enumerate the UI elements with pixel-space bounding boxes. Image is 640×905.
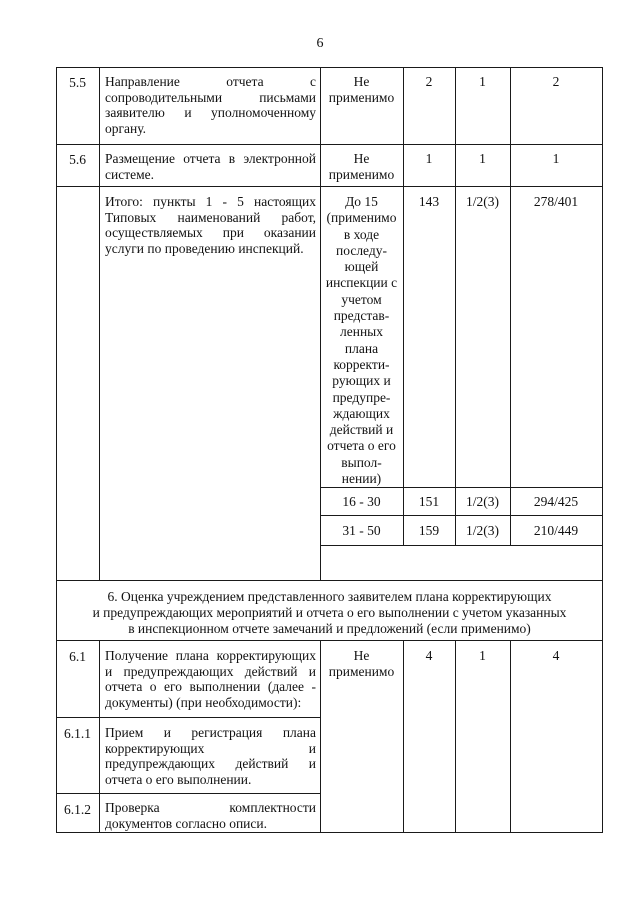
total-desc: Итого: пункты 1 - 5 настоящих Типовых наименований работ, осуществляемых при оказании услуги по проведению инспекций.	[105, 194, 316, 256]
row-applicability-5-6: Не применимо	[328, 151, 395, 182]
row-divider	[56, 640, 603, 641]
row-desc-5-6: Размещение отчета в электронной системе.	[105, 151, 316, 182]
row-col6-6-1: 4	[552, 648, 560, 663]
row-id-6-1-1: 6.1.1	[64, 726, 91, 741]
row-col6-5-5: 2	[552, 74, 560, 89]
table-border-top	[56, 67, 603, 68]
row-desc-6-1: Получение плана корректирующих и предупреждающих действий и отчета о его выполнении (далее - документы) (при необходимости):	[105, 648, 316, 710]
table-border-left	[56, 67, 57, 833]
row-col5-5-6: 1	[479, 151, 486, 166]
row-divider	[56, 186, 603, 187]
row-desc-6-1-1: Прием и регистрация плана корректирующих и предупреждающих действий и отчета о его выполнении.	[105, 725, 316, 787]
total-col5-2: 1/2(3)	[466, 494, 499, 509]
column-divider	[403, 67, 404, 545]
row-col4-6-1: 4	[425, 648, 433, 663]
table-border-right	[602, 67, 603, 833]
total-col6-3: 210/449	[533, 523, 579, 538]
column-divider	[99, 640, 100, 833]
column-divider	[510, 67, 511, 545]
table-border-bottom	[56, 832, 603, 833]
total-col5-1: 1/2(3)	[466, 194, 499, 209]
total-col4-2: 151	[418, 494, 440, 509]
row-col4-5-6: 1	[425, 151, 433, 166]
total-col5-3: 1/2(3)	[466, 523, 499, 538]
total-range-2: 16 - 30	[342, 494, 381, 509]
row-applicability-5-5: Не применимо	[328, 74, 395, 105]
work-table	[56, 67, 603, 832]
column-divider	[455, 67, 456, 545]
column-divider	[455, 640, 456, 833]
row-col5-5-5: 1	[479, 74, 486, 89]
page-number: 6	[316, 36, 324, 51]
row-id-6-1-2: 6.1.2	[64, 802, 91, 817]
row-id-5-6: 5.6	[69, 152, 86, 167]
column-divider	[403, 640, 404, 833]
total-col6-2: 294/425	[533, 494, 579, 509]
column-divider	[99, 67, 100, 580]
row-id-6-1: 6.1	[69, 649, 86, 664]
row-applicability-6-1: Не применимо	[328, 648, 395, 679]
row-col5-6-1: 1	[479, 648, 486, 663]
row-col4-5-5: 2	[425, 74, 433, 89]
row-id-5-5: 5.5	[69, 75, 86, 90]
total-col6-1: 278/401	[533, 194, 579, 209]
total-col4-3: 159	[418, 523, 440, 538]
row-divider	[56, 717, 320, 718]
row-desc-6-1-2: Проверка комплектности документов согласно описи.	[105, 800, 316, 831]
subrow-divider	[320, 545, 603, 546]
row-divider	[56, 144, 603, 145]
total-col4-1: 143	[418, 194, 440, 209]
column-divider	[510, 640, 511, 833]
row-divider	[56, 793, 320, 794]
row-col6-5-6: 1	[552, 151, 560, 166]
total-range-1: До 15 (применимо в ходе последу- ющей инспекции с учетом представ- ленных плана корректи- рующих и предупре- ждающих действий и отчета о его выпол- нении)	[325, 194, 398, 487]
total-range-3: 31 - 50	[342, 523, 381, 538]
row-desc-5-5: Направление отчета с сопроводительными письмами заявителю и уполномоченному органу.	[105, 74, 316, 136]
row-divider	[56, 580, 603, 581]
subrow-divider	[320, 515, 603, 516]
section-6-heading: 6. Оценка учреждением представленного заявителем плана корректирующих и предупреждающих мероприятий и отчета о его выполнении с учетом указанных в инспекционном отчете замечаний и предложений (если применимо)	[92, 589, 567, 636]
